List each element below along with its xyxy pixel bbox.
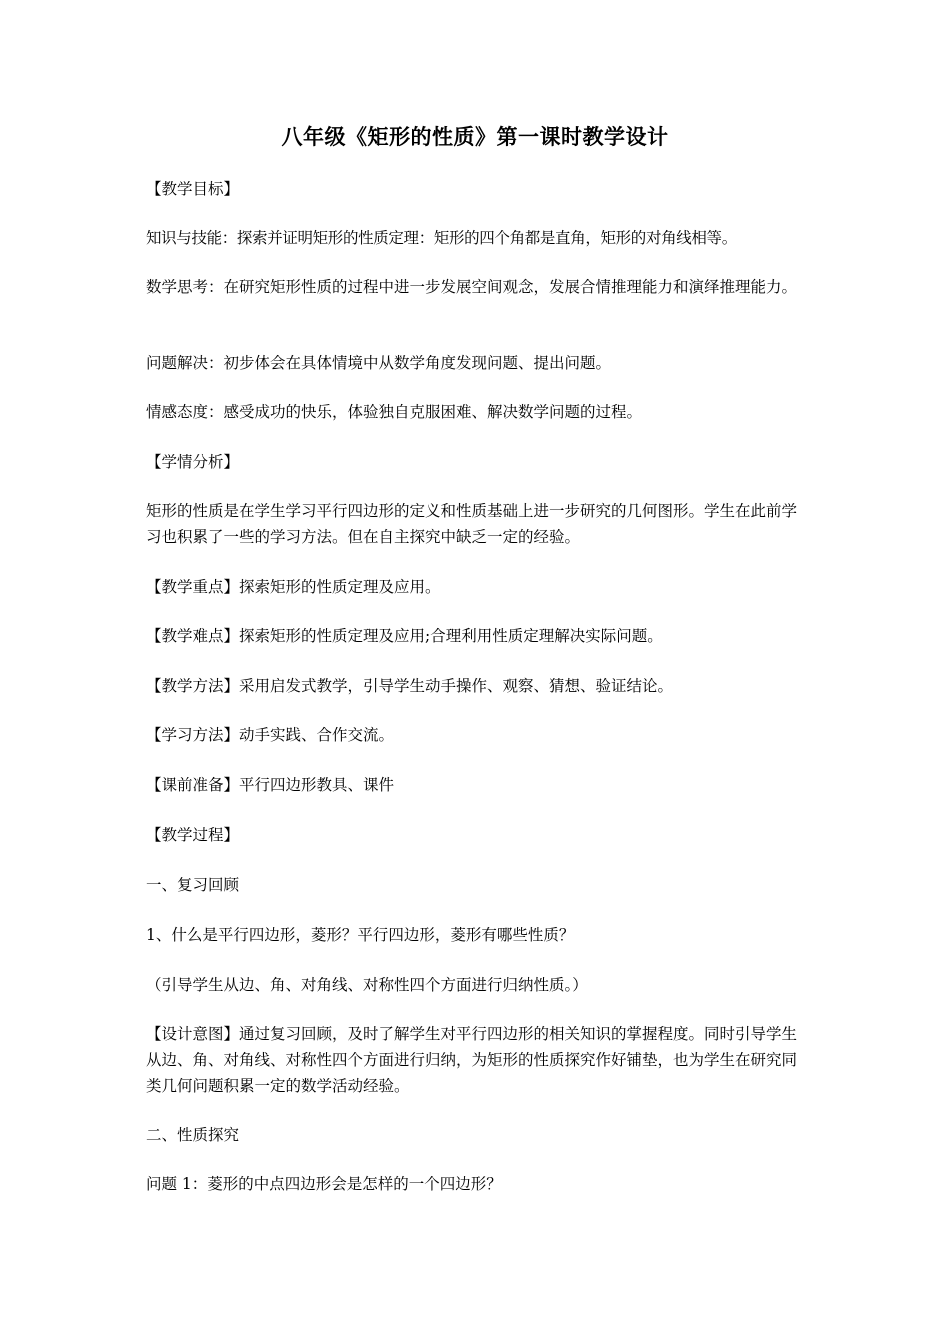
paragraph-review-question: 1、什么是平行四边形，菱形？平行四边形，菱形有哪些性质？ bbox=[146, 926, 575, 944]
paragraph-learning-method: 【学习方法】动手实践、合作交流。 bbox=[146, 726, 395, 744]
paragraph-design-intent: 【设计意图】通过复习回顾，及时了解学生对平行四边形的相关知识的掌握程度。同时引导学生从边、角、对角线、对称性四个方面进行归纳，为矩形的性质探究作好铺垫，也为学生在研究同类几何问题积累一定的数学活动经验。 bbox=[146, 1025, 798, 1095]
heading-property-exploration: 二、性质探究 bbox=[146, 1126, 240, 1144]
paragraph-question-1: 问题 1：菱形的中点四边形会是怎样的一个四边形？ bbox=[146, 1175, 502, 1193]
paragraph-emotional-attitude: 情感态度：感受成功的快乐，体验独自克服困难、解决数学问题的过程。 bbox=[146, 403, 643, 421]
paragraph-teaching-method: 【教学方法】采用启发式教学，引导学生动手操作、观察、猜想、验证结论。 bbox=[146, 677, 674, 695]
paragraph-math-thinking: 数学思考：在研究矩形性质的过程中进一步发展空间观念，发展合情推理能力和演绎推理能力。 bbox=[146, 278, 798, 296]
heading-student-analysis: 【学情分析】 bbox=[146, 453, 240, 471]
paragraph-preparation: 【课前准备】平行四边形教具、课件 bbox=[146, 776, 395, 794]
heading-teaching-goals: 【教学目标】 bbox=[146, 180, 240, 198]
paragraph-review-guidance: （引导学生从边、角、对角线、对称性四个方面进行归纳性质。） bbox=[146, 976, 588, 994]
paragraph-student-analysis: 矩形的性质是在学生学习平行四边形的定义和性质基础上进一步研究的几何图形。学生在此前学习也积累了一些的学习方法。但在自主探究中缺乏一定的经验。 bbox=[146, 502, 798, 546]
paragraph-problem-solving: 问题解决：初步体会在具体情境中从数学角度发现问题、提出问题。 bbox=[146, 354, 612, 372]
paragraph-teaching-difficulty: 【教学难点】探索矩形的性质定理及应用;合理利用性质定理解决实际问题。 bbox=[146, 627, 663, 645]
heading-teaching-process: 【教学过程】 bbox=[146, 826, 240, 844]
document-title: 八年级《矩形的性质》第一课时教学设计 bbox=[281, 124, 669, 149]
heading-review: 一、复习回顾 bbox=[146, 876, 240, 894]
paragraph-teaching-focus: 【教学重点】探索矩形的性质定理及应用。 bbox=[146, 578, 441, 596]
paragraph-knowledge-skills: 知识与技能：探索并证明矩形的性质定理：矩形的四个角都是直角，矩形的对角线相等。 bbox=[146, 229, 737, 247]
